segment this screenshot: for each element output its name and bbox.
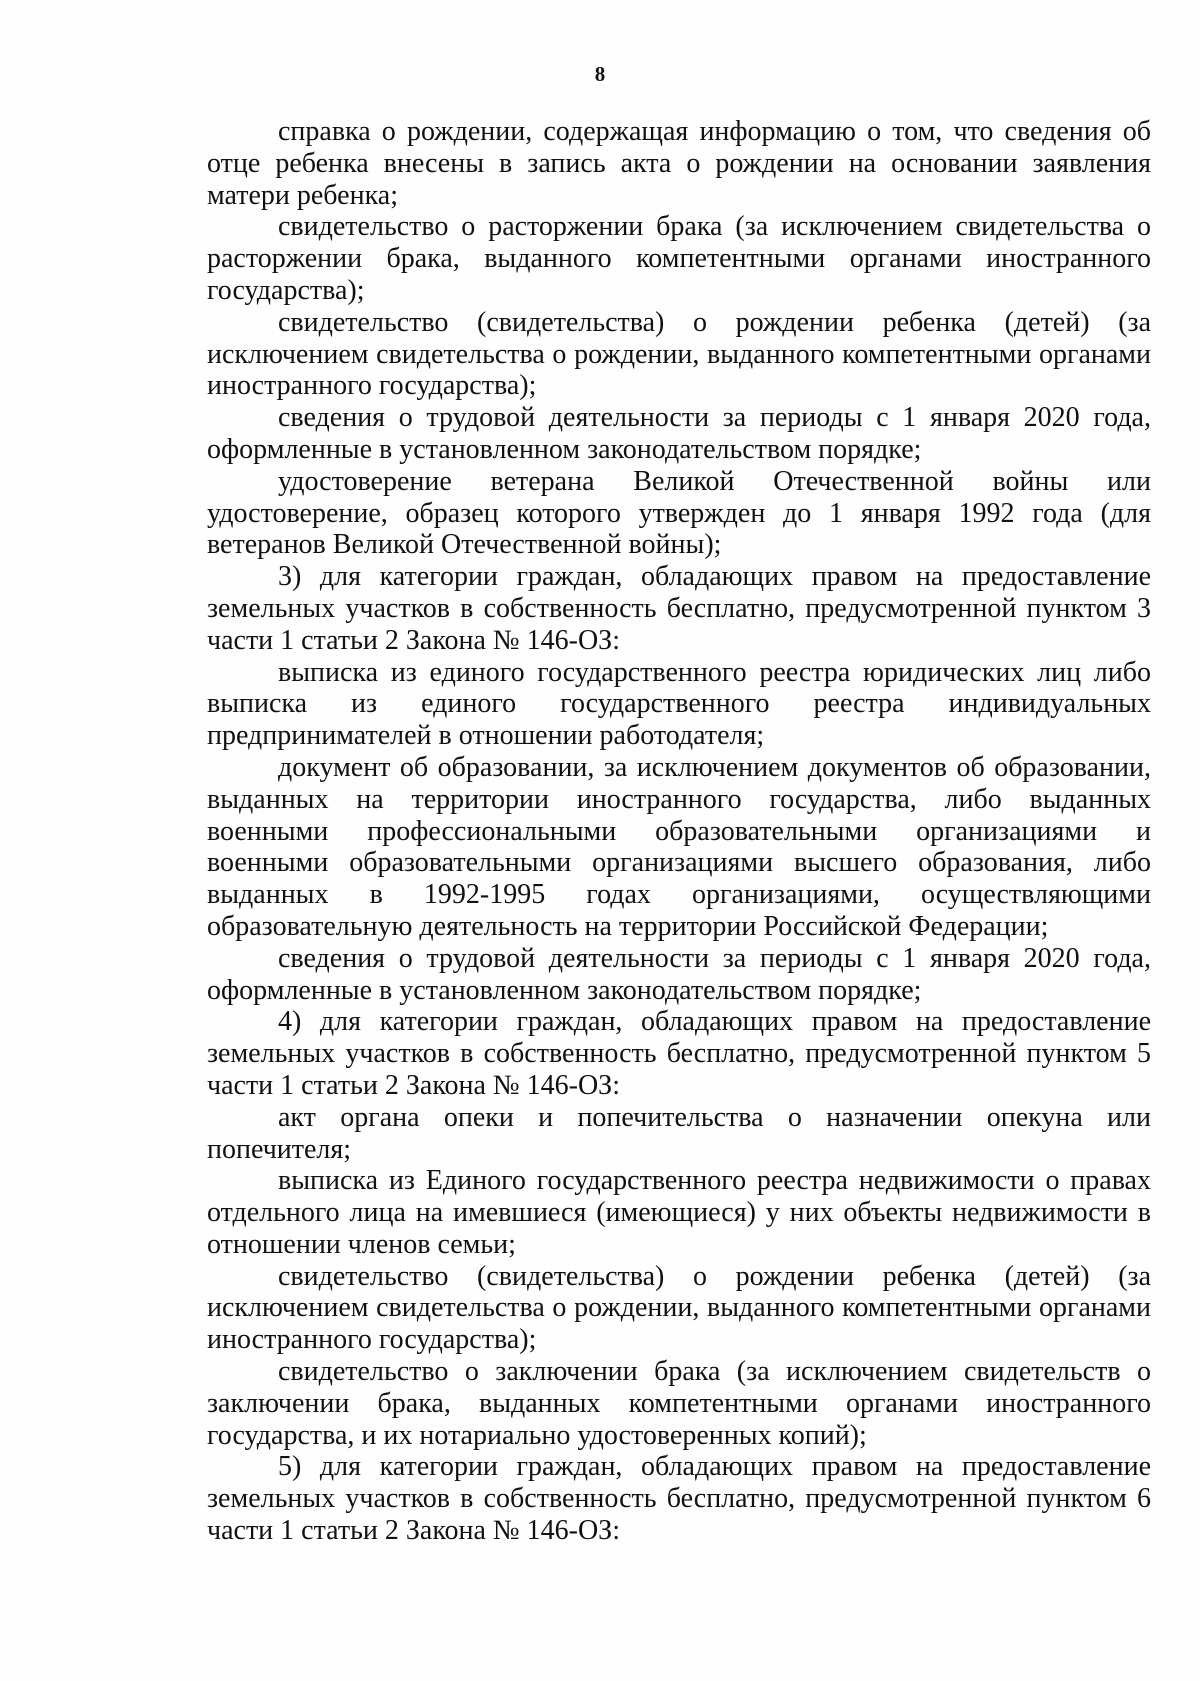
paragraph-child-birth-certificate: свидетельство (свидетельства) о рождении ребенка (детей) (за исключением свидетельства о рождении, выданного компетентными органами иностранного государства); [207,306,1151,402]
document-body [207,116,1151,1547]
paragraph-guardianship-act: акт органа опеки и попечительства о назначении опекуна или попечителя; [207,1101,1151,1165]
paragraph-war-veteran-id: удостоверение ветерана Великой Отечественной войны или удостоверение, образец которого утвержден до 1 января 1992 года (для ветеранов Великой Отечественной войны); [207,465,1151,561]
paragraph-divorce-certificate: свидетельство о расторжении брака (за исключением свидетельства о расторжении брака, выданного компетентными органами иностранного государства); [207,211,1151,306]
paragraph-category-5: 5) для категории граждан, обладающих правом на предоставление земельных участков в собственность бесплатно, предусмотренной пунктом 6 части 1 статьи 2 Закона № 146-ОЗ: [207,1451,1151,1547]
paragraph-birth-certificate-info: справка о рождении, содержащая информацию о том, что сведения об отце ребенка внесены в запись акта о рождении на основании заявления матери ребенка; [207,116,1151,211]
paragraph-marriage-certificate: свидетельство о заключении брака (за исключением свидетельств о заключении брака, выданных компетентными органами иностранного государства, и их нотариально удостоверенных копий); [207,1356,1151,1451]
paragraph-real-estate-extract: выписка из Единого государственного реестра недвижимости о правах отдельного лица на имевшиеся (имеющиеся) у них объекты недвижимости в отношении членов семьи; [207,1165,1151,1260]
paragraph-child-birth-certificate-2: свидетельство (свидетельства) о рождении ребенка (детей) (за исключением свидетельства о рождении, выданного компетентными органами иностранного государства); [207,1260,1151,1356]
page-number: 8 [594,62,606,86]
paragraph-employment-records: сведения о трудовой деятельности за периоды с 1 января 2020 года, оформленные в установленном законодательством порядке; [207,402,1151,465]
paragraph-category-3: 3) для категории граждан, обладающих правом на предоставление земельных участков в собственность бесплатно, предусмотренной пунктом 3 части 1 статьи 2 Закона № 146-ОЗ: [207,561,1151,656]
paragraph-employment-records-2: сведения о трудовой деятельности за периоды с 1 января 2020 года, оформленные в установленном законодательством порядке; [207,942,1151,1006]
paragraph-registry-extract: выписка из единого государственного реестра юридических лиц либо выписка из единого государственного реестра индивидуальных предпринимателей в отношении работодателя; [207,656,1151,752]
paragraph-education-document: документ об образовании, за исключением документов об образовании, выданных на территории иностранного государства, либо выданных военными профессиональными образовательными организациями и военными образовательными организациями высшего образования, либо выданных в 1992-1995 годах организациями, осуществляющими образовательную деятельность на территории Российской Федерации; [207,751,1151,942]
paragraph-category-4: 4) для категории граждан, обладающих правом на предоставление земельных участков в собственность бесплатно, предусмотренной пунктом 5 части 1 статьи 2 Закона № 146-ОЗ: [207,1006,1151,1101]
